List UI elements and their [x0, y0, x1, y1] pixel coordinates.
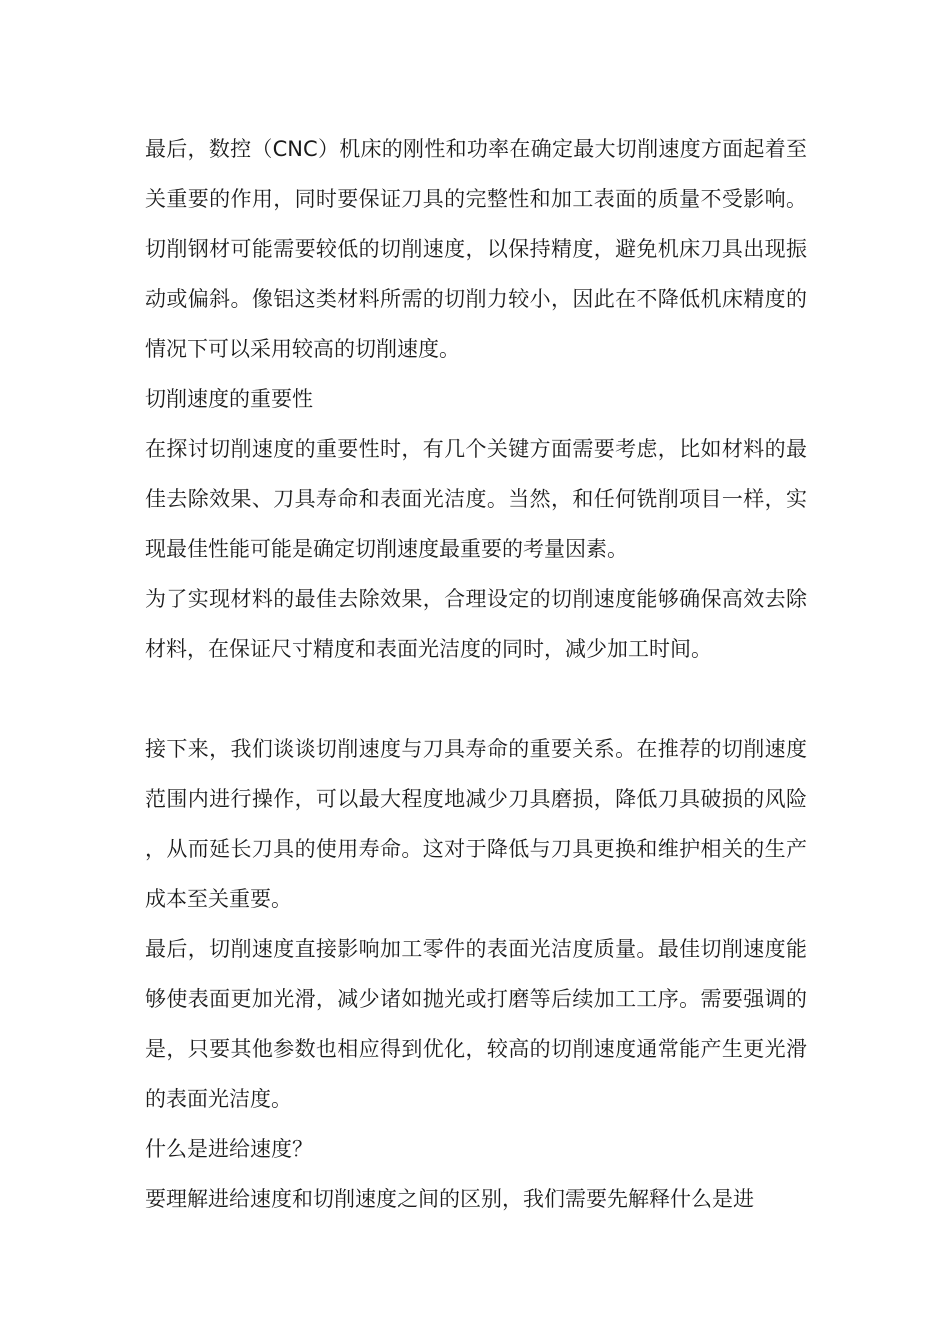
document-body [145, 124, 807, 1224]
paragraph-feed-rate-intro: 要理解进给速度和切削速度之间的区别，我们需要先解释什么是进 [145, 1187, 754, 1211]
heading-cutting-speed-importance: 切削速度的重要性 [145, 387, 313, 411]
paragraph-importance-aspects: 在探讨切削速度的重要性时，有几个关键方面需要考虑，比如材料的最佳去除效果、刀具寿命和表面光洁度。当然，和任何铣削项目一样，实现最佳性能可能是确定切削速度最重要的考量因素。 [145, 437, 807, 561]
paragraph-material-removal: 为了实现材料的最佳去除效果，合理设定的切削速度能够确保高效去除材料，在保证尺寸精度和表面光洁度的同时，减少加工时间。 [145, 587, 807, 661]
blank-line [145, 674, 807, 724]
paragraph-surface-finish: 最后，切削速度直接影响加工零件的表面光洁度质量。最佳切削速度能够使表面更加光滑，减少诸如抛光或打磨等后续加工工序。需要强调的是，只要其他参数也相应得到优化，较高的切削速度通常能产生更光滑的表面光洁度。 [145, 937, 807, 1111]
paragraph-tool-life: 接下来，我们谈谈切削速度与刀具寿命的重要关系。在推荐的切削速度范围内进行操作，可以最大程度地减少刀具磨损，降低刀具破损的风险，从而延长刀具的使用寿命。这对于降低与刀具更换和维护相关的生产成本至关重要。 [145, 737, 807, 911]
heading-feed-rate: 什么是进给速度？ [145, 1137, 313, 1161]
paragraph-cnc-rigidity: 最后，数控（CNC）机床的刚性和功率在确定最大切削速度方面起着至关重要的作用，同时要保证刀具的完整性和加工表面的质量不受影响。切削钢材可能需要较低的切削速度，以保持精度，避免机床刀具出现振动或偏斜。像铝这类材料所需的切削力较小，因此在不降低机床精度的情况下可以采用较高的切削速度。 [145, 137, 807, 361]
